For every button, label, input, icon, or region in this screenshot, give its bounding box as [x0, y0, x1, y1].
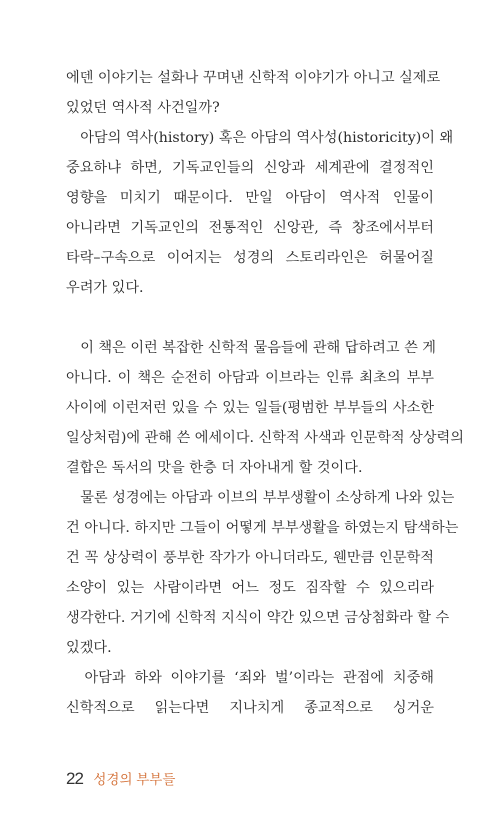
text-line: 아니다. 이 책은 순전히 아담과 이브라는 인류 최초의 부부	[66, 370, 434, 386]
text-line: 아니라면 기독교인의 전통적인 신앙관, 즉 창조에서부터	[66, 220, 434, 236]
text-line: 건 꼭 상상력이 풍부한 작가가 아니더라도, 웬만큼 인문학적	[66, 550, 434, 566]
text-line: 타락–구속으로 이어지는 성경의 스토리라인은 허물어질	[66, 250, 434, 266]
text-line: 신학적으로 읽는다면 지나치게 종교적으로 싱거운	[66, 700, 434, 716]
text-line: 중요하냐 하면, 기독교인들의 신앙과 세계관에 결정적인	[66, 160, 434, 176]
text-line: 사이에 이런저런 있을 수 있는 일들(평범한 부부들의 사소한	[66, 400, 434, 416]
page-number: 22	[66, 769, 83, 788]
text-line: 아담과 하와 이야기를 ‘죄와 벌’이라는 관점에 치중해	[66, 670, 434, 686]
text-line: 건 아니다. 하지만 그들이 어떻게 부부생활을 하였는지 탐색하는	[66, 520, 459, 536]
text-line: 에덴 이야기는 설화나 꾸며낸 신학적 이야기가 아니고 실제로	[66, 70, 441, 86]
text-line: 영향을 미치기 때문이다. 만일 아담이 역사적 인물이	[66, 190, 434, 206]
text-line: 이 책은 이런 복잡한 신학적 물음들에 관해 답하려고 쓴 게	[66, 340, 436, 356]
text-line: 일상처럼)에 관해 쓴 에세이다. 신학적 사색과 인문학적 상상력의	[66, 430, 464, 446]
text-line: 우려가 있다.	[66, 280, 144, 296]
page-footer	[66, 768, 175, 789]
text-line: 물론 성경에는 아담과 이브의 부부생활이 소상하게 나와 있는	[66, 490, 455, 506]
text-line: 있겠다.	[66, 640, 112, 656]
text-line: 생각한다. 거기에 신학적 지식이 약간 있으면 금상첨화라 할 수	[66, 610, 450, 626]
running-title: 성경의 부부들	[93, 772, 176, 787]
text-line: 소양이 있는 사람이라면 어느 정도 짐작할 수 있으리라	[66, 580, 434, 596]
text-line: 결합은 독서의 맛을 한층 더 자아내게 할 것이다.	[66, 460, 363, 476]
text-line: 있었던 역사적 사건일까?	[66, 100, 220, 116]
text-line: 아담의 역사(history) 혹은 아담의 역사성(historicity)이 왜	[66, 130, 454, 146]
